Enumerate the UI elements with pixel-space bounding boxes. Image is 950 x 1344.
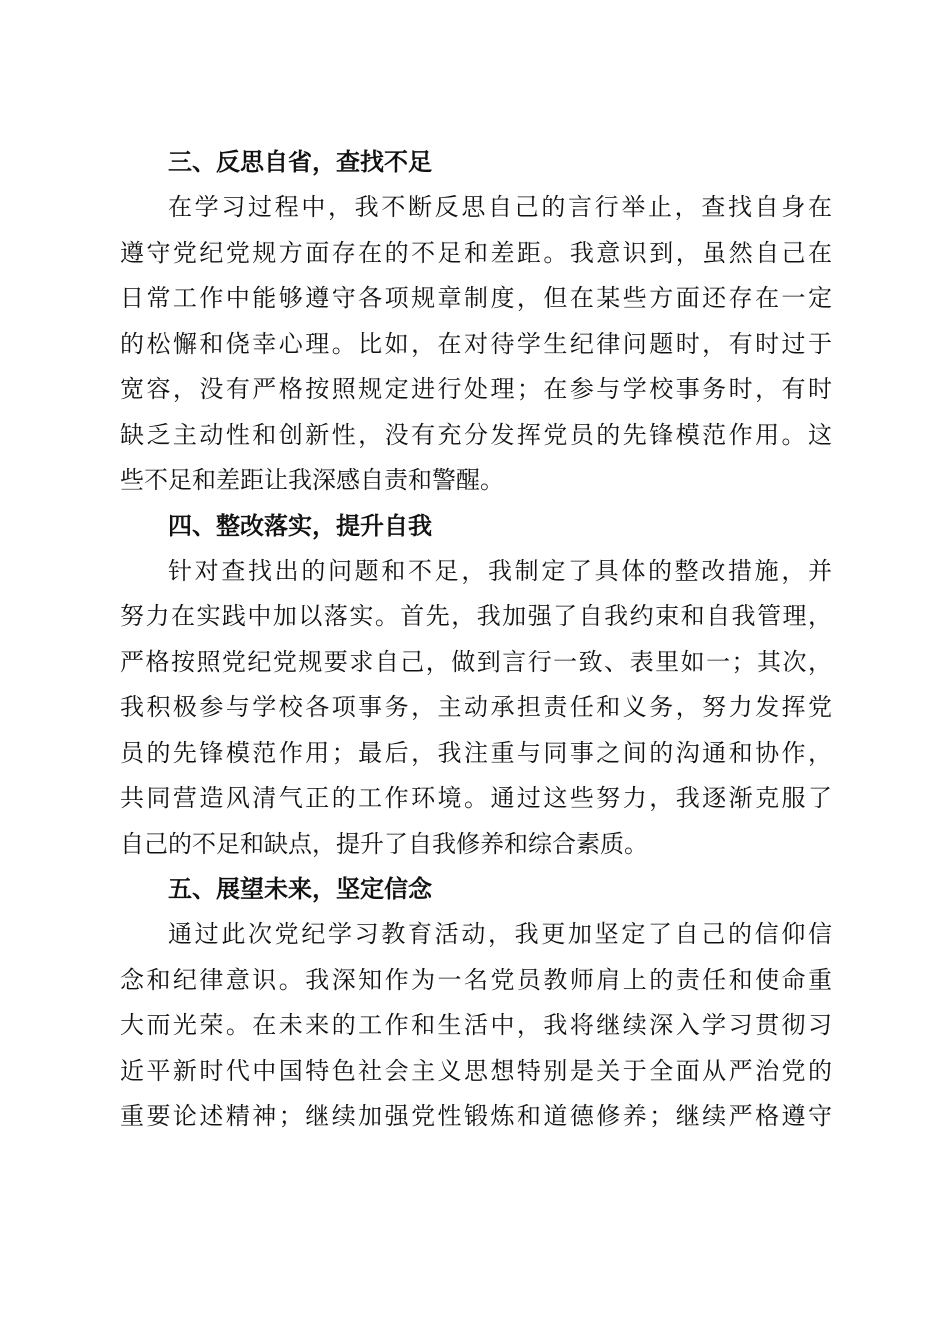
paragraph-line: 员的先锋模范作用；最后，我注重与同事之间的沟通和协作， xyxy=(120,738,832,767)
paragraph-line: 针对查找出的问题和不足，我制定了具体的整改措施，并 xyxy=(168,556,832,585)
paragraph-line: 我积极参与学校各项事务，主动承担责任和义务，努力发挥党 xyxy=(120,693,832,721)
section-paragraph-5 xyxy=(120,912,832,1140)
paragraph-line: 些不足和差距让我深感自责和警醒。 xyxy=(120,466,504,494)
paragraph-line: 通过此次党纪学习教育活动，我更加坚定了自己的信仰信 xyxy=(168,920,832,948)
paragraph-line: 遵守党纪党规方面存在的不足和差距。我意识到，虽然自己在 xyxy=(120,238,832,267)
paragraph-line: 严格按照党纪党规要求自己，做到言行一致、表里如一；其次， xyxy=(120,647,832,676)
paragraph-line: 努力在实践中加以落实。首先，我加强了自我约束和自我管理， xyxy=(120,602,832,630)
section-paragraph-3 xyxy=(120,185,832,504)
paragraph-line: 近平新时代中国特色社会主义思想特别是关于全面从严治党的 xyxy=(120,1056,832,1085)
paragraph-line: 重要论述精神；继续加强党性锻炼和道德修养；继续严格遵守 xyxy=(120,1102,832,1130)
paragraph-line: 的松懈和侥幸心理。比如，在对待学生纪律问题时，有时过于 xyxy=(120,329,832,358)
section-heading-3: 三、反思自省，查找不足 xyxy=(168,148,432,176)
document-body xyxy=(120,140,832,1140)
paragraph-line: 在学习过程中，我不断反思自己的言行举止，查找自身在 xyxy=(168,193,832,221)
section-heading-4: 四、整改落实，提升自我 xyxy=(168,511,432,540)
paragraph-line: 缺乏主动性和创新性，没有充分发挥党员的先锋模范作用。这 xyxy=(120,420,832,449)
paragraph-line: 念和纪律意识。我深知作为一名党员教师肩上的责任和使命重 xyxy=(120,965,832,994)
paragraph-line: 宽容，没有严格按照规定进行处理；在参与学校事务时，有时 xyxy=(120,375,832,403)
paragraph-line: 日常工作中能够遵守各项规章制度，但在某些方面还存在一定 xyxy=(120,284,832,312)
paragraph-line: 大而光荣。在未来的工作和生活中，我将继续深入学习贯彻习 xyxy=(120,1011,832,1039)
paragraph-line: 自己的不足和缺点，提升了自我修养和综合素质。 xyxy=(120,829,648,858)
section-paragraph-4 xyxy=(120,549,832,868)
section-heading-5: 五、展望未来，坚定信念 xyxy=(168,875,432,903)
paragraph-line: 共同营造风清气正的工作环境。通过这些努力，我逐渐克服了 xyxy=(120,784,832,812)
